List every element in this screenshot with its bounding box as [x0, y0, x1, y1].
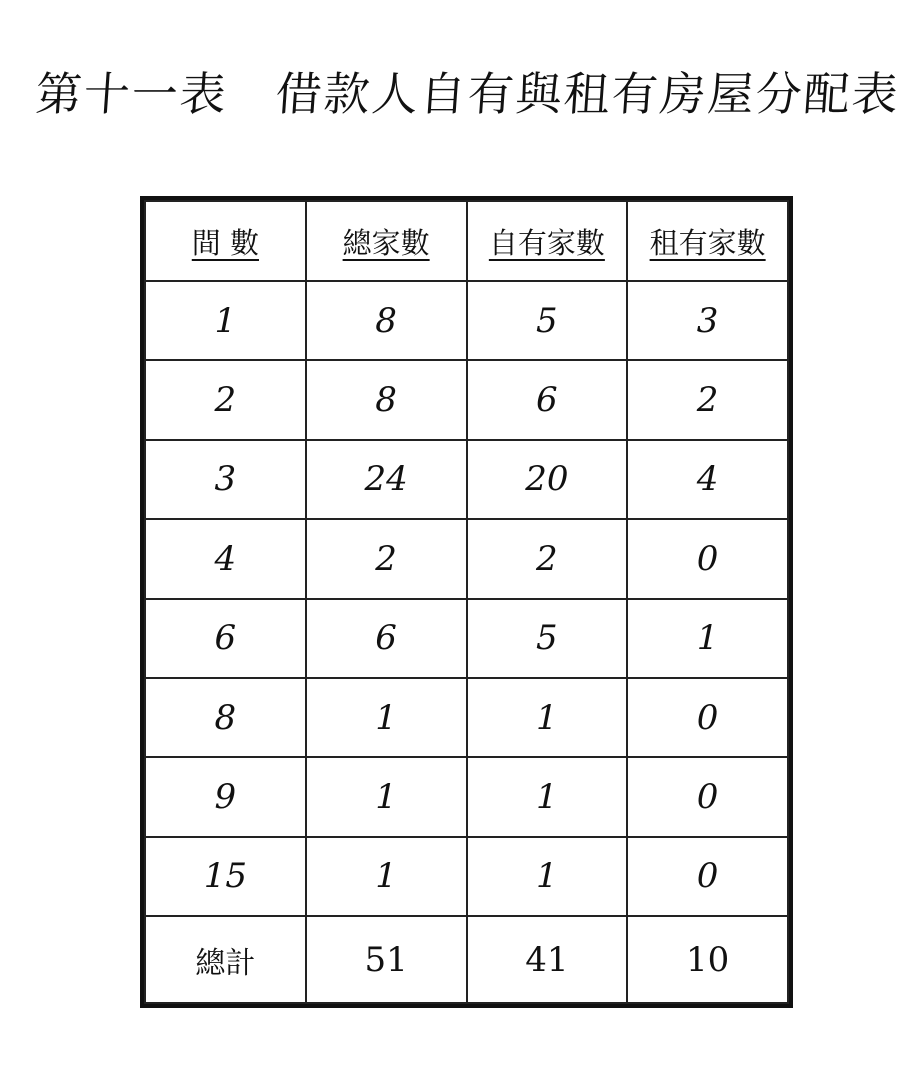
owned-cell: 2	[467, 519, 628, 598]
owned-cell: 6	[467, 360, 628, 439]
rooms-cell: 4	[145, 519, 306, 598]
page-title: 第十一表 借款人自有與租有房屋分配表	[33, 67, 902, 121]
rented-cell: 2	[627, 360, 788, 439]
owned-cell: 5	[467, 599, 628, 678]
rooms-cell: 8	[145, 678, 306, 757]
rented-cell: 0	[627, 519, 788, 598]
total-households-sum-cell: 51	[306, 916, 467, 1003]
table-row	[145, 281, 788, 360]
rooms-cell: 3	[145, 440, 306, 519]
owned-cell: 1	[467, 757, 628, 836]
rooms-cell: 9	[145, 757, 306, 836]
column-header-rented-households: 租有家數	[627, 201, 788, 281]
owned-cell: 1	[467, 837, 628, 916]
table-row	[145, 440, 788, 519]
total-cell: 2	[306, 519, 467, 598]
total-cell: 6	[306, 599, 467, 678]
owned-cell: 1	[467, 678, 628, 757]
table-row	[145, 837, 788, 916]
data-table	[144, 200, 789, 1004]
table-row	[145, 678, 788, 757]
rented-cell: 1	[627, 599, 788, 678]
total-cell: 8	[306, 281, 467, 360]
table-row	[145, 599, 788, 678]
rented-cell: 3	[627, 281, 788, 360]
rooms-cell: 6	[145, 599, 306, 678]
rented-cell: 4	[627, 440, 788, 519]
table-row	[145, 757, 788, 836]
rooms-cell: 1	[145, 281, 306, 360]
total-cell: 1	[306, 678, 467, 757]
table-row	[145, 519, 788, 598]
rented-households-sum-cell: 10	[627, 916, 788, 1003]
column-header-rooms: 間 數	[145, 201, 306, 281]
total-cell: 1	[306, 837, 467, 916]
total-cell: 8	[306, 360, 467, 439]
column-header-total-households: 總家數	[306, 201, 467, 281]
rooms-cell: 2	[145, 360, 306, 439]
rooms-cell: 15	[145, 837, 306, 916]
total-row	[145, 916, 788, 1003]
owned-households-sum-cell: 41	[467, 916, 628, 1003]
total-cell: 1	[306, 757, 467, 836]
owned-cell: 5	[467, 281, 628, 360]
rented-cell: 0	[627, 837, 788, 916]
rented-cell: 0	[627, 757, 788, 836]
owned-cell: 20	[467, 440, 628, 519]
total-cell: 24	[306, 440, 467, 519]
rented-cell: 0	[627, 678, 788, 757]
header-row	[145, 201, 788, 281]
total-label-cell: 總計	[145, 916, 306, 1003]
column-header-owned-households: 自有家數	[467, 201, 628, 281]
housing-distribution-table	[140, 196, 793, 1008]
table-row	[145, 360, 788, 439]
